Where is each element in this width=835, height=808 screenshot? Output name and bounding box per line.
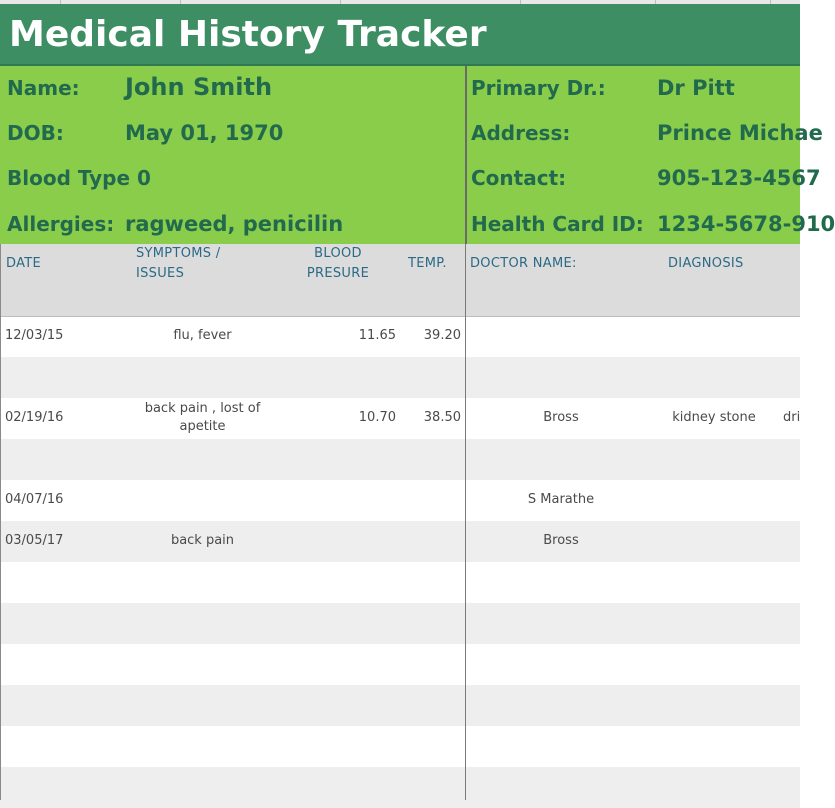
column-header-symptoms[interactable]: SYMPTOMS / — [136, 246, 221, 261]
table-row[interactable] — [0, 767, 800, 808]
allergies-label: Allergies: — [7, 212, 115, 236]
column-header-symptoms-line2[interactable]: ISSUES — [136, 266, 185, 281]
column-header-diagnosis[interactable]: DIAGNOSIS — [668, 256, 744, 271]
health-card-label: Health Card ID: — [471, 212, 644, 236]
table-row[interactable] — [0, 726, 800, 767]
allergies-cell[interactable]: ragweed, penicilin — [125, 212, 344, 236]
table-header-row — [0, 244, 800, 317]
sheet-title: Medical History Tracker — [9, 14, 487, 55]
table-row[interactable] — [0, 603, 800, 644]
primary-doctor-label: Primary Dr.: — [471, 76, 606, 100]
dob-label: DOB: — [7, 121, 64, 145]
panel-divider — [465, 66, 467, 244]
doctor-cell[interactable]: S Marathe — [527, 492, 595, 507]
title-bar[interactable] — [0, 4, 800, 66]
table-left-border — [0, 244, 1, 800]
table-row[interactable] — [0, 562, 800, 603]
date-cell[interactable]: 12/03/15 — [5, 328, 64, 343]
table-row[interactable] — [0, 521, 800, 562]
table-row[interactable] — [0, 439, 800, 480]
date-cell[interactable]: 04/07/16 — [5, 492, 64, 507]
primary-doctor-cell[interactable]: Dr Pitt — [657, 76, 735, 100]
blood-pressure-cell[interactable]: 10.70 — [358, 410, 396, 425]
dob-cell[interactable]: May 01, 1970 — [125, 121, 284, 145]
extra-cell[interactable]: dri — [783, 410, 801, 425]
table-row[interactable] — [0, 316, 800, 357]
column-header-blood-pressure[interactable]: BLOOD — [314, 246, 362, 261]
temp-cell[interactable]: 38.50 — [423, 410, 461, 425]
table-row[interactable] — [0, 357, 800, 398]
table-row[interactable] — [0, 480, 800, 521]
blood-type-label[interactable]: Blood Type 0 — [7, 166, 151, 190]
column-header-blood-pressure-line2[interactable]: PRESURE — [306, 266, 370, 281]
health-card-cell[interactable]: 1234-5678-910 — [657, 212, 835, 236]
address-cell[interactable]: Prince Michae — [657, 121, 823, 145]
column-header-doctor[interactable]: DOCTOR NAME: — [470, 256, 577, 271]
symptoms-cell[interactable]: back pain , lost of apetite — [144, 401, 261, 434]
symptoms-cell[interactable]: flu, fever — [173, 328, 232, 343]
patient-name-cell[interactable]: John Smith — [125, 73, 273, 101]
doctor-cell[interactable]: Bross — [543, 533, 579, 548]
symptoms-cell[interactable]: back pain — [170, 533, 235, 548]
temp-cell[interactable]: 39.20 — [423, 328, 461, 343]
date-cell[interactable]: 03/05/17 — [5, 533, 64, 548]
column-header-date[interactable]: DATE — [6, 256, 42, 271]
contact-label: Contact: — [471, 166, 567, 190]
contact-cell[interactable]: 905-123-4567 — [657, 166, 821, 190]
date-cell[interactable]: 02/19/16 — [5, 410, 64, 425]
blood-pressure-cell[interactable]: 11.65 — [358, 328, 396, 343]
address-label: Address: — [471, 121, 571, 145]
name-label: Name: — [7, 76, 80, 100]
table-row[interactable] — [0, 685, 800, 726]
table-row[interactable] — [0, 398, 800, 439]
diagnosis-cell[interactable]: kidney stone — [672, 410, 756, 425]
doctor-cell[interactable]: Bross — [543, 410, 579, 425]
table-row[interactable] — [0, 644, 800, 685]
patient-info-panel[interactable] — [0, 66, 835, 244]
history-table-body — [0, 316, 800, 800]
table-column-divider — [465, 244, 466, 800]
column-header-temp[interactable]: TEMP. — [408, 256, 447, 271]
